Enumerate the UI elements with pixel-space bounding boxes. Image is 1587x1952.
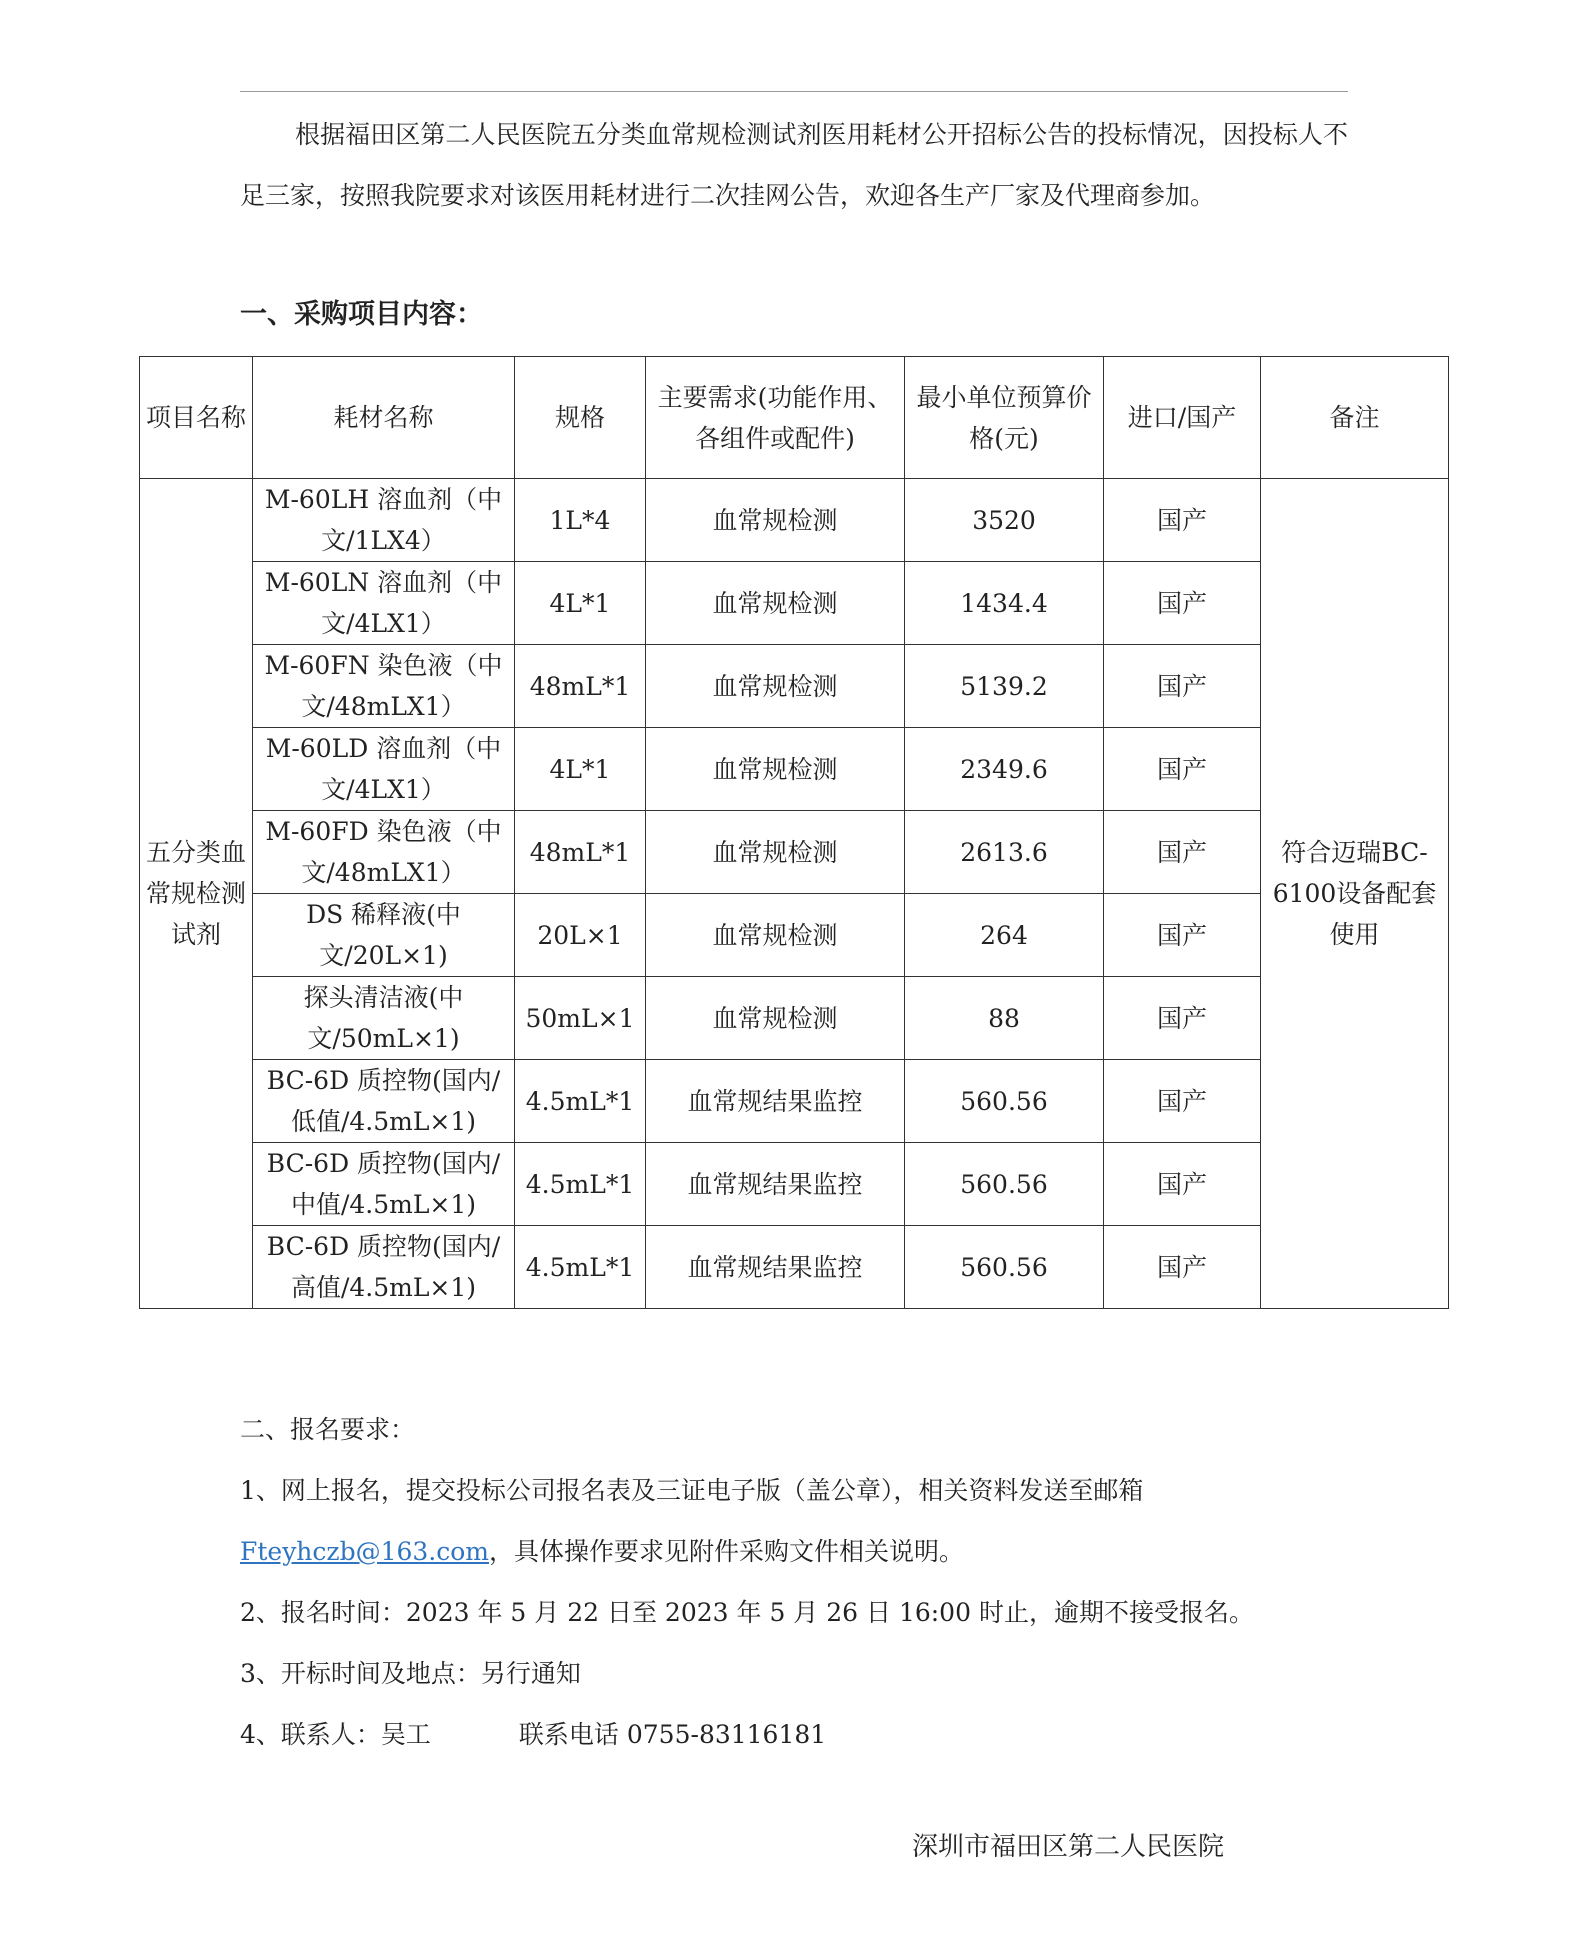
signature: 深圳市福田区第二人民医院 (912, 1832, 1225, 1862)
item-origin: 国产 (1104, 479, 1261, 562)
item-origin: 国产 (1104, 728, 1261, 811)
item-origin: 国产 (1104, 1226, 1261, 1309)
table-row (140, 811, 1449, 894)
contact-person: 4、联系人：吴工 (240, 1720, 431, 1749)
table-row (140, 645, 1449, 728)
item-requirement: 血常规检测 (646, 977, 905, 1060)
item-price: 3520 (905, 479, 1104, 562)
item-spec: 48mL*1 (515, 811, 646, 894)
item-name: M-60LN 溶血剂（中文/4LX1） (253, 562, 515, 645)
item-spec: 1L*4 (515, 479, 646, 562)
item-name: 探头清洁液(中文/50mL×1) (253, 977, 515, 1060)
header-spec: 规格 (515, 357, 646, 479)
item-spec: 4.5mL*1 (515, 1226, 646, 1309)
section2-title: 二、报名要求： (240, 1415, 416, 1444)
item-spec: 4L*1 (515, 728, 646, 811)
header-remark: 备注 (1261, 357, 1449, 479)
table-row (140, 977, 1449, 1060)
table-row (140, 479, 1449, 562)
item-requirement: 血常规检测 (646, 894, 905, 977)
item-origin: 国产 (1104, 1143, 1261, 1226)
table-row (140, 562, 1449, 645)
requirement-2: 2、报名时间：2023 年 5 月 22 日至 2023 年 5 月 26 日 16:00 时止，逾期不接受报名。 (240, 1598, 1254, 1627)
item-requirement: 血常规结果监控 (646, 1226, 905, 1309)
requirement-1-tail: ，具体操作要求见附件采购文件相关说明。 (489, 1537, 965, 1566)
item-requirement: 血常规检测 (646, 479, 905, 562)
item-name: M-60FD 染色液（中文/48mLX1） (253, 811, 515, 894)
procurement-table (139, 356, 1449, 1309)
item-origin: 国产 (1104, 562, 1261, 645)
item-price: 1434.4 (905, 562, 1104, 645)
section1-title: 一、采购项目内容： (240, 299, 483, 330)
email-link[interactable]: Fteyhczb@163.com (240, 1537, 490, 1566)
item-origin: 国产 (1104, 894, 1261, 977)
item-requirement: 血常规检测 (646, 728, 905, 811)
item-origin: 国产 (1104, 645, 1261, 728)
header-price: 最小单位预算价格(元) (905, 357, 1104, 479)
item-price: 88 (905, 977, 1104, 1060)
item-origin: 国产 (1104, 811, 1261, 894)
item-requirement: 血常规结果监控 (646, 1060, 905, 1143)
item-requirement: 血常规检测 (646, 562, 905, 645)
table-row (140, 1226, 1449, 1309)
item-price: 560.56 (905, 1226, 1104, 1309)
item-spec: 48mL*1 (515, 645, 646, 728)
header-origin: 进口/国产 (1104, 357, 1261, 479)
item-price: 5139.2 (905, 645, 1104, 728)
item-price: 560.56 (905, 1060, 1104, 1143)
item-spec: 4.5mL*1 (515, 1143, 646, 1226)
item-requirement: 血常规结果监控 (646, 1143, 905, 1226)
item-name: BC-6D 质控物(国内/高值/4.5mL×1) (253, 1226, 515, 1309)
item-origin: 国产 (1104, 977, 1261, 1060)
table-header-row (140, 357, 1449, 479)
item-spec: 20L×1 (515, 894, 646, 977)
item-price: 264 (905, 894, 1104, 977)
item-price: 2349.6 (905, 728, 1104, 811)
requirement-4 (240, 1715, 826, 1751)
item-origin: 国产 (1104, 1060, 1261, 1143)
intro-paragraph: 根据福田区第二人民医院五分类血常规检测试剂医用耗材公开招标公告的投标情况，因投标人不足三家，按照我院要求对该医用耗材进行二次挂网公告，欢迎各生产厂家及代理商参加。 (240, 120, 1348, 210)
item-name: M-60LD 溶血剂（中文/4LX1） (253, 728, 515, 811)
requirement-1: 1、网上报名，提交投标公司报名表及三证电子版（盖公章），相关资料发送至邮箱 (240, 1476, 1144, 1505)
item-name: M-60FN 染色液（中文/48mLX1） (253, 645, 515, 728)
item-price: 2613.6 (905, 811, 1104, 894)
item-spec: 4L*1 (515, 562, 646, 645)
requirement-3: 3、开标时间及地点：另行通知 (240, 1659, 581, 1688)
item-name: BC-6D 质控物(国内/低值/4.5mL×1) (253, 1060, 515, 1143)
item-name: DS 稀释液(中文/20L×1) (253, 894, 515, 977)
table-row (140, 894, 1449, 977)
item-requirement: 血常规检测 (646, 645, 905, 728)
contact-phone: 联系电话 0755-83116181 (518, 1720, 827, 1749)
item-name: BC-6D 质控物(国内/中值/4.5mL×1) (253, 1143, 515, 1226)
header-project: 项目名称 (140, 357, 253, 479)
project-cell: 五分类血常规检测试剂 (140, 479, 253, 1309)
item-spec: 4.5mL*1 (515, 1060, 646, 1143)
requirement-1-continued (240, 1532, 964, 1568)
table-row (140, 1060, 1449, 1143)
top-divider (240, 91, 1348, 92)
item-requirement: 血常规检测 (646, 811, 905, 894)
item-name: M-60LH 溶血剂（中文/1LX4） (253, 479, 515, 562)
item-price: 560.56 (905, 1143, 1104, 1226)
remark-cell: 符合迈瑞BC-6100设备配套使用 (1261, 479, 1449, 1309)
table-row (140, 1143, 1449, 1226)
table-row (140, 728, 1449, 811)
item-spec: 50mL×1 (515, 977, 646, 1060)
header-requirement: 主要需求(功能作用、各组件或配件) (646, 357, 905, 479)
header-item-name: 耗材名称 (253, 357, 515, 479)
